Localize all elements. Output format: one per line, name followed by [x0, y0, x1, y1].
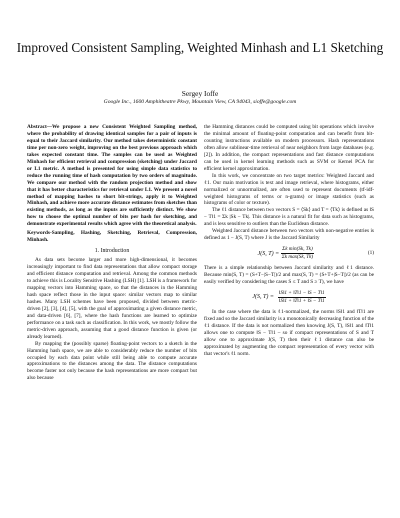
equation-denominator: ‖S‖1 + ‖T‖1 + ‖S − T‖1 [278, 297, 325, 304]
equation-numerator: Σk min(Sk, Tk) [282, 246, 313, 253]
abstract: Abstract—We propose a new Consistent Weighted Sampling method, where the probability of drawing identical samples for a pair of inputs is equal to their Jaccard similarity. Our method takes deterministic constant time per non-zero weight, improving on the best previous approach which takes expected constant time. The samples can be used as Weighted Minhash for efficient retrieval and compression (sketching) under Jaccard or L1 metric. A method is presented for using simple data statistics to reduce the running time of hash computation by two orders of magnitude. We compare our method with the random projection method and show that it has better characteristics for retrieval under L1. We present a novel method of mapping hashes to short bit-strings, apply it to Weighted Minhash, and achieve more accurate distance estimates from sketches than existing methods, as long as the inputs are sufficiently distinct. We show how to choose the optimal number of bits per hash for sketching, and demonstrate experimental results which agree with the theoretical analysis. [27, 124, 197, 228]
equation-denominator: Σk max(Sk, Tk) [281, 254, 314, 261]
equation-fraction [281, 246, 314, 261]
equation-numerator: ‖S‖1 + ‖T‖1 − ‖S − T‖1 [278, 289, 325, 296]
body-paragraph: the Hamming distances could be computed using bit operations which involve the minimal amount of floating-point computation and can benefit from bit-counting instructions available on modern processors. Hash representations often allow sublinear-time retrieval of near neighbors from large databases (e.g. [2]). In addition, the compact representations and fast distance computations can be used in kernel learning methods such as SVM or Kernel PCA for efficient kernel approximation. [204, 124, 374, 172]
paper-title: Improved Consistent Sampling, Weighted Minhash and L1 Sketching [16, 40, 384, 55]
intro-paragraph: By mapping the (possibly sparse) floating-point vectors to a sketch in the Hamming hash space, we are able to considerably reduce the number of bits occupied by each data point while still being able to compute accurate approximations to the distances among the data. The distance computations become faster not only because the hash representations are more compact but also because [27, 340, 197, 382]
equation-lhs: J(S, T) = [252, 293, 274, 300]
intro-paragraph: As data sets become larger and more high-dimensional, it becomes increasingly important to find data representations that allow compact storage and efficient distance computation and retrieval. Among the common methods to achieve this is Locality Sensitive Hashing (LSH) [1]. LSH is a framework for mapping vectors into Hamming space, so that the distances in the Hamming hash space reflect those in the input space: similar vectors map to similar hashes. Many LSH schemes have been proposed, divided between metric-driven [2], [3], [4], [5], with the goal of approximating a given distance metric, and data-driven [6], [7], where the hash functions are learned to optimize performance on a task such as classification. In this work, we mostly follow the metric-driven approach, assuming that a good distance function is given (or already learned). [27, 257, 197, 340]
author-name: Sergey Ioffe [181, 89, 219, 98]
equation-number: (1) [367, 250, 374, 257]
body-paragraph: In the case where the data is ℓ1-normalized, the norms ‖S‖1 and ‖T‖1 are fixed and so the Jaccard similarity is a monotonically decreasing function of the ℓ1 distance. If the data is not normalized then knowing J(S, T), ‖S‖1 and ‖T‖1 allows one to compute ‖S − T‖1 – so if compact representations of S and T allow one to approximate J(S, T) then their ℓ1 distance can also be approximated by augmenting the compact representation of every vector with that vector's ℓ1 norm. [204, 308, 374, 357]
equation-lhs: J(S, T) = [257, 251, 280, 258]
author-affiliation: Google Inc., 1600 Amphitheatre Pkwy, Mountain View, CA 94043, sioffe@google.com [103, 99, 297, 105]
body-paragraph: The ℓ1 distance between two vectors S = ⟨Sk⟩ and T = ⟨Tk⟩ is defined as ‖S − T‖1 = Σk |Sk − Tk|. This distance is a natural fit for data such as histograms, and is less sensitive to outliers than the Euclidean distance. [204, 207, 374, 228]
keywords: Keywords-Sampling, Hashing, Sketching, Retrieval, Compression, Minhash. [27, 230, 197, 244]
equation-jaccard [204, 246, 374, 261]
right-column [204, 124, 374, 358]
equation-jaccard-l1 [204, 290, 374, 305]
body-paragraph: There is a simple relationship between Jaccard similarity and ℓ1 distance. Because min(S, T) = (S+T−|S−T|)/2 and max(S, T) = (S+T+|S−T|)/2 (as can be easily verified by considering the cases S ≤ T and S ≥ T), we have [204, 265, 374, 286]
left-column [27, 124, 197, 382]
body-paragraph: Weighted Jaccard distance between two vectors with non-negative entries is defined as 1 − J(S, T) where J is the Jaccard Similarity [204, 228, 374, 242]
section-heading: 1. Introduction [94, 248, 130, 255]
body-paragraph: In this work, we concentrate on two target metrics: Weighted Jaccard and ℓ1. Our main motivation is text and image retrieval, where histograms, either normalized or unnormalized, are often used to represent documents (tf-idf-weighted histograms of terms or n-grams) or image statistics (such as histograms of color or texture). [204, 172, 374, 207]
equation-fraction [278, 290, 326, 305]
